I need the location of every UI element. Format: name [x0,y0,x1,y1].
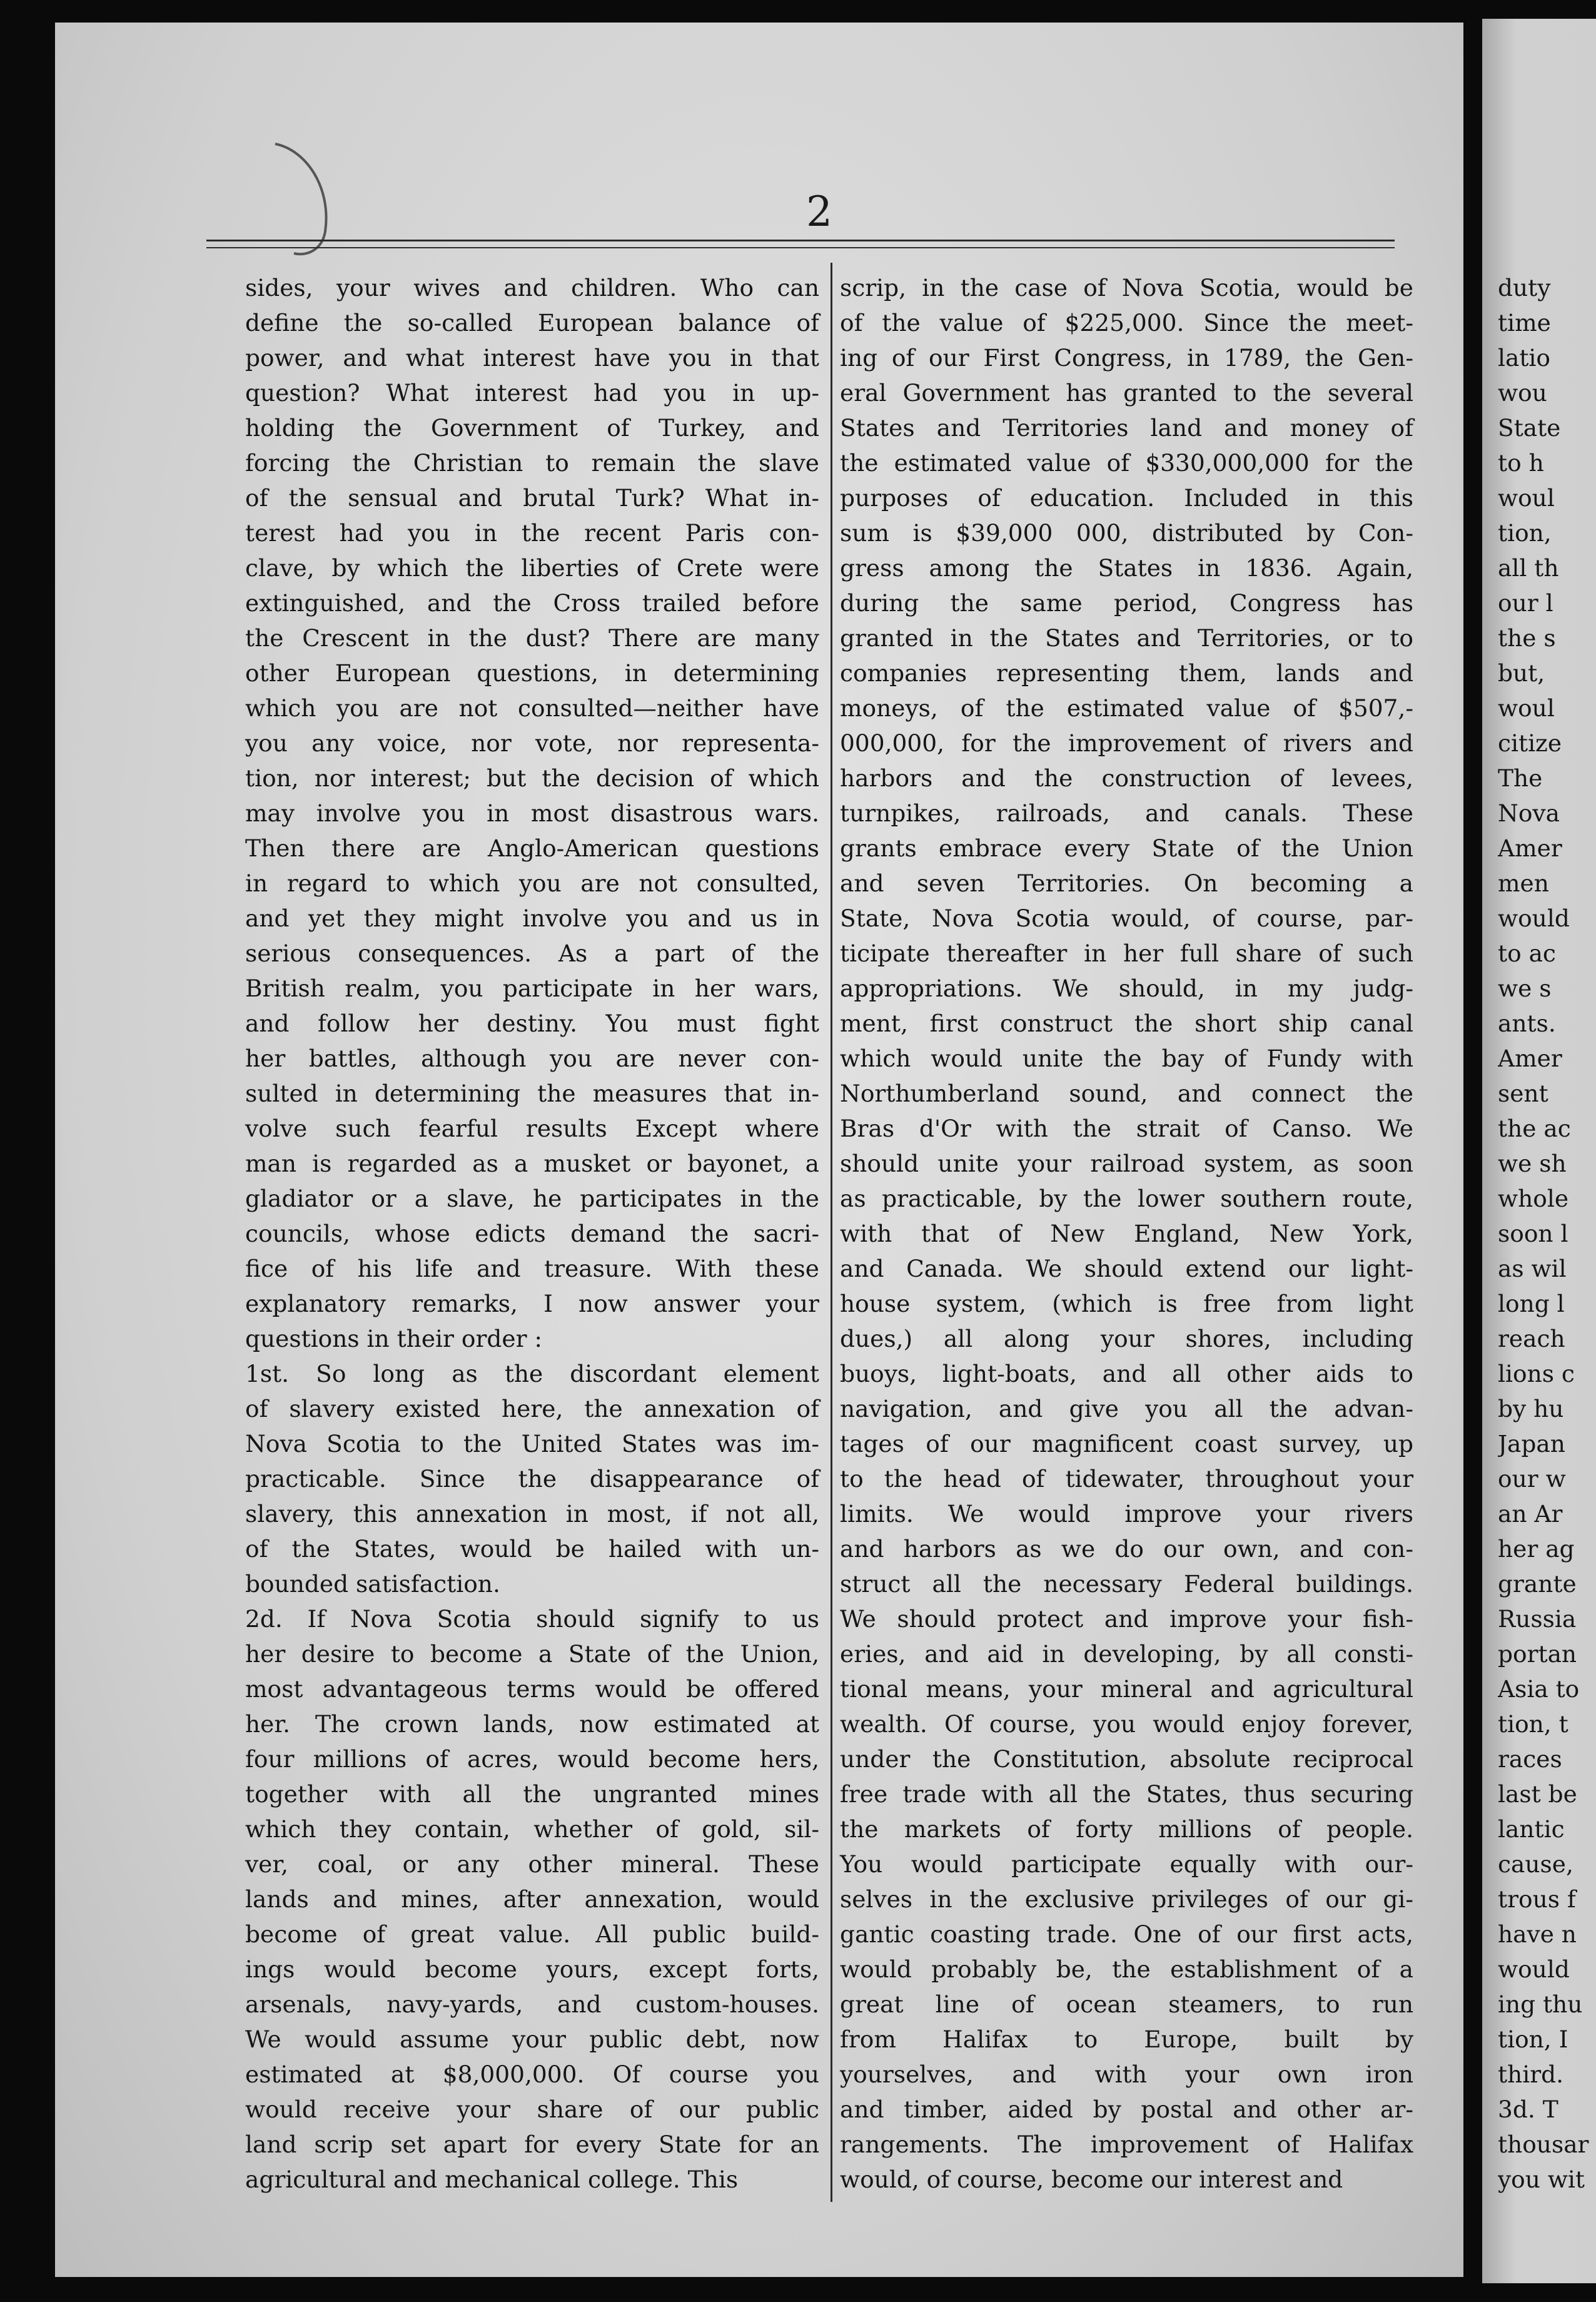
header-rule [206,240,1395,241]
text-line: all th [1498,554,1559,582]
text-line: slavery, this annexation in most, if not all, [245,1500,819,1528]
text-line: Bras d'Or with the strait of Canso. We [840,1115,1413,1142]
text-line: ings would become yours, except forts, [245,1955,819,1983]
text-line: her battles, although you are never con- [245,1045,819,1072]
text-line: free trade with all the States, thus securing [840,1780,1413,1808]
article-column-2 [840,270,1413,2197]
text-line: an Ar [1498,1500,1563,1528]
text-line: tion, nor interest; but the decision of which [245,764,819,792]
text-line: wou [1498,379,1547,407]
text-line: by hu [1498,1395,1564,1422]
text-line: holding the Government of Turkey, and [245,414,819,442]
column-divider [831,263,832,2202]
text-line: become of great value. All public build- [245,1920,819,1948]
text-line: from Halifax to Europe, built by [840,2026,1413,2053]
text-line: most advantageous terms would be offered [245,1675,819,1703]
text-line: ment, first construct the short ship canal [840,1010,1413,1037]
text-line: man is regarded as a musket or bayonet, a [245,1150,819,1177]
text-line: serious consequences. As a part of the [245,940,819,967]
text-line: Japan [1498,1430,1565,1458]
text-line: dues,) all along your shores, including [840,1325,1413,1352]
text-line: would, of course, become our interest and [840,2166,1343,2193]
text-line: turnpikes, railroads, and canals. These [840,799,1413,827]
text-line: purposes of education. Included in this [840,484,1413,512]
text-line: and Canada. We should extend our light- [840,1255,1413,1282]
text-line: land scrip set apart for every State for an [245,2131,819,2158]
text-line: as practicable, by the lower southern route, [840,1185,1413,1212]
text-line: forcing the Christian to remain the slave [245,449,819,477]
article-column-1 [245,270,819,2197]
text-line: sides, your wives and children. Who can [245,274,819,302]
text-line: and harbors as we do our own, and con- [840,1535,1413,1563]
text-line: 1st. So long as the discordant element [245,1360,819,1387]
text-line: men [1498,870,1549,897]
text-line: but, [1498,659,1545,687]
text-line: extinguished, and the Cross trailed before [245,589,819,617]
text-line: the s [1498,624,1556,652]
text-line: her ag [1498,1535,1575,1563]
text-line: companies representing them, lands and [840,659,1413,687]
text-line: her desire to become a State of the Union, [245,1640,819,1668]
text-line: harbors and the construction of levees, [840,764,1413,792]
text-line: of the sensual and brutal Turk? What in- [245,484,819,512]
text-line: and yet they might involve you and us in [245,905,819,932]
text-line: last be [1498,1780,1577,1808]
text-line: Nova [1498,799,1560,827]
text-line: to the head of tidewater, throughout your [840,1465,1413,1493]
text-line: great line of ocean steamers, to run [840,1990,1413,2018]
text-line: in regard to which you are not consulted, [245,870,819,897]
text-line: 000,000, for the improvement of rivers and [840,729,1413,757]
text-line: scrip, in the case of Nova Scotia, would be [840,274,1413,302]
text-line: The [1498,764,1543,792]
text-line: would [1498,1955,1570,1983]
text-line: yourselves, and with your own iron [840,2061,1413,2088]
text-line: under the Constitution, absolute reciprocal [840,1745,1413,1773]
text-line: which would unite the bay of Fundy with [840,1045,1413,1072]
text-line: gress among the States in 1836. Again, [840,554,1413,582]
text-line: should unite your railroad system, as soon [840,1150,1413,1177]
text-line: define the so-called European balance of [245,309,819,337]
text-line: question? What interest had you in up- [245,379,819,407]
text-line: tages of our magnificent coast survey, up [840,1430,1413,1458]
text-line: limits. We would improve your rivers [840,1500,1413,1528]
text-line: together with all the ungranted mines [245,1780,819,1808]
text-line: lands and mines, after annexation, would [245,1885,819,1913]
text-line: citize [1498,729,1562,757]
text-line: house system, (which is free from light [840,1290,1413,1317]
text-line: eries, and aid in developing, by all consti- [840,1640,1413,1668]
text-line: volve such fearful results Except where [245,1115,819,1142]
text-line: grants embrace every State of the Union [840,834,1413,862]
text-line: and timber, aided by postal and other ar- [840,2096,1413,2123]
text-line: Nova Scotia to the United States was im- [245,1430,819,1458]
text-line: tional means, your mineral and agricultural [840,1675,1413,1703]
text-line: we sh [1498,1150,1567,1177]
text-line: to h [1498,449,1544,477]
text-line: moneys, of the estimated value of $507,- [840,694,1413,722]
text-line: ticipate thereafter in her full share of such [840,940,1413,967]
text-line: navigation, and give you all the advan- [840,1395,1413,1422]
text-line: have n [1498,1920,1577,1948]
text-line: eral Government has granted to the several [840,379,1413,407]
text-line: during the same period, Congress has [840,589,1413,617]
text-line: reach [1498,1325,1565,1352]
text-line: tion, t [1498,1710,1568,1738]
text-line: we s [1498,975,1552,1002]
text-line: 2d. If Nova Scotia should signify to us [245,1605,819,1633]
text-line: soon l [1498,1220,1568,1247]
text-line: appropriations. We should, in my judg- [840,975,1413,1002]
text-line: portan [1498,1640,1577,1668]
text-line: would [1498,905,1570,932]
text-line: You would participate equally with our- [840,1850,1413,1878]
text-line: States and Territories land and money of [840,414,1413,442]
text-line: councils, whose edicts demand the sacri- [245,1220,819,1247]
text-line: terest had you in the recent Paris con- [245,519,819,547]
text-line: Russia [1498,1605,1577,1633]
text-line: woul [1498,484,1555,512]
text-line: sum is $39,000 000, distributed by Con- [840,519,1413,547]
text-line: third. [1498,2061,1564,2088]
text-line: thousar [1498,2131,1589,2158]
page-number: 2 [806,188,832,236]
text-line: as wil [1498,1255,1567,1282]
text-line: cause, [1498,1850,1573,1878]
text-line: would receive your share of our public [245,2096,819,2123]
text-line: fice of his life and treasure. With these [245,1255,819,1282]
text-line: of slavery existed here, the annexation of [245,1395,819,1422]
text-line: Amer [1498,1045,1562,1072]
text-line: Northumberland sound, and connect the [840,1080,1413,1107]
text-line: other European questions, in determining [245,659,819,687]
text-line: agricultural and mechanical college. This [245,2166,739,2193]
text-line: and seven Territories. On becoming a [840,870,1413,897]
text-line: the Crescent in the dust? There are many [245,624,819,652]
text-line: to ac [1498,940,1556,967]
text-line: the ac [1498,1115,1571,1142]
text-line: lions c [1498,1360,1575,1387]
text-line: sent [1498,1080,1548,1107]
text-line: our l [1498,589,1553,617]
text-line: tion, I [1498,2026,1568,2053]
text-line: power, and what interest have you in that [245,344,819,372]
text-line: and follow her destiny. You must fight [245,1010,819,1037]
text-line: latio [1498,344,1550,372]
text-line: estimated at $8,000,000. Of course you [245,2061,819,2088]
text-line: Then there are Anglo-American questions [245,834,819,862]
text-line: Amer [1498,834,1562,862]
text-line: woul [1498,694,1555,722]
text-line: sulted in determining the measures that in- [245,1080,819,1107]
text-line: races [1498,1745,1562,1773]
text-line: four millions of acres, would become hers, [245,1745,819,1773]
text-line: gladiator or a slave, he participates in the [245,1185,819,1212]
header-rule-thin [206,247,1395,248]
text-line: rangements. The improvement of Halifax [840,2131,1413,2158]
text-line: gantic coasting trade. One of our first acts, [840,1920,1413,1948]
text-line: We would assume your public debt, now [245,2026,819,2053]
text-line: British realm, you participate in her wars, [245,975,819,1002]
text-line: the markets of forty millions of people. [840,1815,1413,1843]
text-line: ants. [1498,1010,1556,1037]
text-line: time [1498,309,1551,337]
text-line: ing of our First Congress, in 1789, the Gen- [840,344,1413,372]
text-line: duty [1498,274,1551,302]
text-line: 3d. T [1498,2096,1558,2123]
text-line: clave, by which the liberties of Crete were [245,554,819,582]
text-line: with that of New England, New York, [840,1220,1413,1247]
text-line: would probably be, the establishment of a [840,1955,1413,1983]
text-line: of the States, would be hailed with un- [245,1535,819,1563]
text-line: which you are not consulted—neither have [245,694,819,722]
text-line: tion, [1498,519,1552,547]
text-line: ing thu [1498,1990,1583,2018]
text-line: State [1498,414,1561,442]
text-line: We should protect and improve your fish- [840,1605,1413,1633]
text-line: buoys, light-boats, and all other aids to [840,1360,1413,1387]
text-line: whole [1498,1185,1569,1212]
text-line: you wit [1498,2166,1585,2193]
text-line: her. The crown lands, now estimated at [245,1710,819,1738]
text-line: long l [1498,1290,1565,1317]
text-line: grante [1498,1570,1577,1598]
text-line: arsenals, navy-yards, and custom-houses. [245,1990,819,2018]
text-line: granted in the States and Territories, or to [840,624,1413,652]
text-line: struct all the necessary Federal buildings. [840,1570,1413,1598]
text-line: the estimated value of $330,000,000 for the [840,449,1413,477]
text-line: State, Nova Scotia would, of course, par- [840,905,1413,932]
article-column-3-partial [1498,270,1596,2197]
text-line: may involve you in most disastrous wars. [245,799,819,827]
pencil-mark-icon [263,138,356,263]
text-line: ver, coal, or any other mineral. These [245,1850,819,1878]
text-line: explanatory remarks, I now answer your [245,1290,819,1317]
text-line: practicable. Since the disappearance of [245,1465,819,1493]
text-line: our w [1498,1465,1566,1493]
text-line: you any voice, nor vote, nor representa- [245,729,819,757]
text-line: wealth. Of course, you would enjoy forever, [840,1710,1413,1738]
text-line: bounded satisfaction. [245,1570,500,1598]
text-line: of the value of $225,000. Since the meet- [840,309,1413,337]
text-line: Asia to [1498,1675,1580,1703]
text-line: questions in their order : [245,1325,543,1352]
text-line: selves in the exclusive privileges of our gi- [840,1885,1413,1913]
text-line: trous f [1498,1885,1576,1913]
text-line: which they contain, whether of gold, sil- [245,1815,819,1843]
text-line: lantic [1498,1815,1565,1843]
